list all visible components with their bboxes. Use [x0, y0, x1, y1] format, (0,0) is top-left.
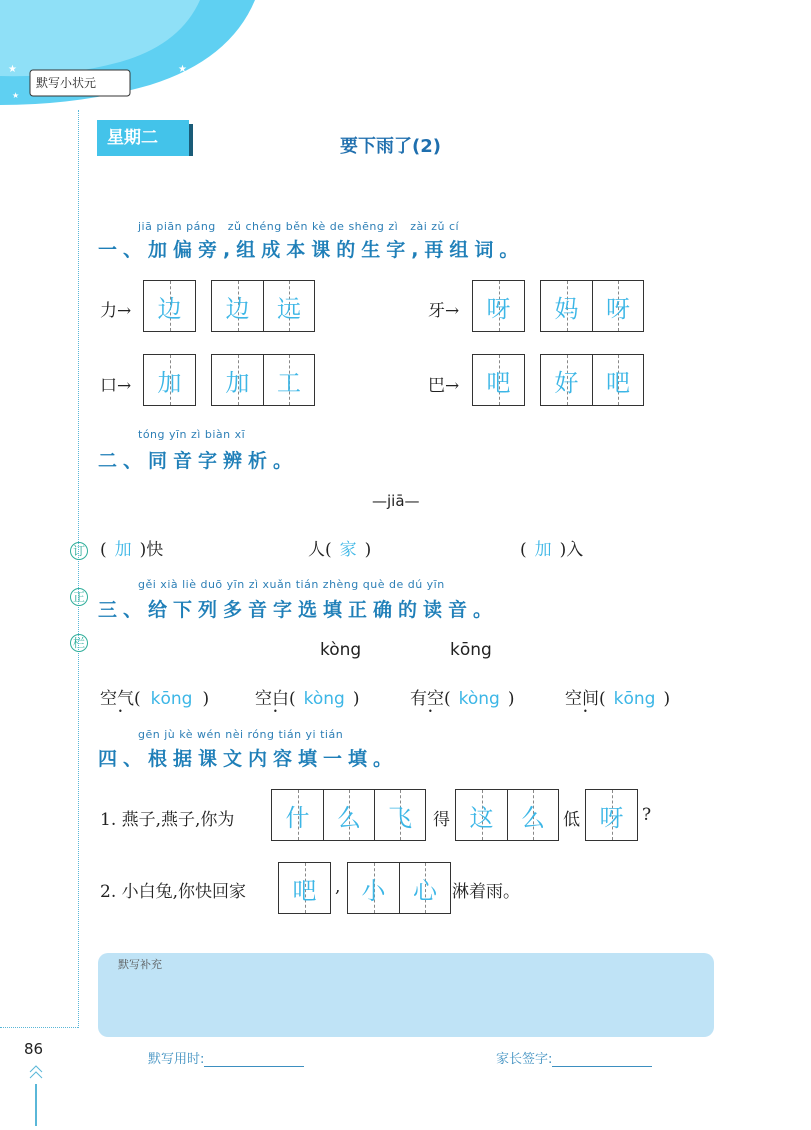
word-box	[540, 280, 644, 332]
base-char-ya: 牙→	[428, 301, 460, 321]
word-box	[540, 354, 644, 406]
answer-char: 呀	[486, 294, 511, 323]
lesson-title: 要下雨了(2)	[340, 136, 441, 157]
fill-text: ,	[335, 877, 341, 897]
svg-text:★: ★	[8, 64, 17, 75]
time-field[interactable]	[148, 1048, 304, 1067]
fill-line-2-prefix: 2. 小白兔,你快回家	[100, 882, 247, 902]
answer-char: 吧	[292, 876, 317, 905]
section4-pinyin: gēn jù kè wén nèi róng tián yi tián	[138, 728, 344, 741]
page-number: 86	[24, 1040, 44, 1058]
answer-char: 边	[157, 294, 182, 323]
answer-char: 心	[413, 876, 437, 905]
polyphone-item: 有空( • kòng )	[410, 684, 515, 709]
answer-char: 好	[554, 368, 579, 397]
word-box	[347, 862, 451, 914]
section1-pinyin: jiā piān páng zǔ chéng běn kè de shēng zì zài zǔ cí	[138, 220, 460, 233]
char-box	[278, 862, 331, 914]
time-label: 默写用时:	[148, 1052, 205, 1067]
shared-sound: —jiā—	[372, 492, 420, 510]
svg-text:★: ★	[12, 91, 20, 100]
supplement-box[interactable]	[98, 953, 714, 1037]
answer-char: 边	[225, 294, 250, 323]
word-box	[211, 280, 315, 332]
answer-text: kōng	[613, 689, 656, 709]
section1-heading: 一、加偏旁,组成本课的生字,再组词。	[98, 239, 525, 261]
answer-text: 加	[114, 540, 132, 560]
section3-pinyin: gěi xià liè duō yīn zì xuǎn tián zhèng què de dú yīn	[138, 578, 445, 591]
answer-char: 加	[157, 368, 182, 397]
char-box	[143, 280, 196, 332]
base-char-kou: 口→	[100, 376, 132, 396]
answer-char: 呀	[599, 803, 624, 832]
homophone-item: 人( 家 )	[308, 540, 372, 560]
margin-line	[78, 110, 79, 1028]
answer-text: 家	[339, 540, 357, 560]
answer-char: 这	[469, 803, 494, 832]
fill-text: 低	[563, 810, 580, 830]
answer-char: 加	[225, 368, 250, 397]
char-box	[143, 354, 196, 406]
answer-char: 飞	[388, 803, 412, 832]
fill-text: ?	[642, 805, 652, 825]
base-char-li: 力→	[100, 301, 132, 321]
fill-text: 淋着雨。	[452, 882, 520, 902]
answer-char: 么	[521, 803, 545, 832]
fill-text: 得	[433, 810, 450, 830]
answer-char: 吧	[606, 368, 630, 397]
answer-char: 工	[277, 368, 301, 397]
section2-pinyin: tóng yīn zì biàn xī	[138, 428, 246, 441]
sign-field[interactable]	[496, 1048, 652, 1067]
answer-text: kòng	[303, 689, 345, 709]
answer-char: 呀	[606, 294, 630, 323]
sign-label: 家长签字:	[496, 1052, 553, 1067]
svg-text:★: ★	[178, 64, 187, 75]
day-badge: 星期二	[97, 120, 189, 156]
word-box	[455, 789, 559, 841]
option-pinyin: kōng	[450, 640, 492, 660]
margin-bottom-line	[0, 1027, 78, 1028]
answer-char: 吧	[486, 368, 511, 397]
char-box	[585, 789, 638, 841]
section4-heading: 四、根据课文内容填一填。	[98, 748, 399, 770]
margin-mark: 栏	[70, 634, 88, 652]
word-box	[211, 354, 315, 406]
section2-heading: 二、同音字辨析。	[98, 450, 299, 472]
homophone-item: ( 加 )快	[100, 540, 164, 560]
answer-char: 什	[285, 803, 310, 832]
corner-decoration	[0, 0, 260, 110]
answer-text: kòng	[458, 689, 500, 709]
option-pinyin: kòng	[320, 640, 362, 660]
fill-line-1-prefix: 1. 燕子,燕子,你为	[100, 810, 235, 830]
margin-mark: 正	[70, 588, 88, 606]
char-box	[472, 280, 525, 332]
answer-char: 么	[337, 803, 361, 832]
word-box	[271, 789, 426, 841]
polyphone-item: 空间( • kōng )	[565, 684, 670, 709]
supplement-label: 默写补充	[118, 958, 162, 971]
page-arrow-icon	[28, 1062, 44, 1126]
section3-heading: 三、给下列多音字选填正确的读音。	[98, 599, 499, 621]
homophone-item: ( 加 )入	[520, 540, 584, 560]
answer-char: 远	[277, 294, 301, 323]
margin-mark: 订	[70, 542, 88, 560]
answer-char: 小	[361, 876, 386, 905]
char-box	[472, 354, 525, 406]
brand-label: 默写小状元	[36, 76, 97, 90]
answer-char: 妈	[554, 294, 579, 323]
base-char-ba: 巴→	[428, 376, 460, 396]
polyphone-item: 空白( • kòng )	[255, 684, 360, 709]
answer-text: kōng	[150, 689, 193, 709]
polyphone-item: 空气( • kōng )	[100, 684, 209, 709]
answer-text: 加	[534, 540, 552, 560]
